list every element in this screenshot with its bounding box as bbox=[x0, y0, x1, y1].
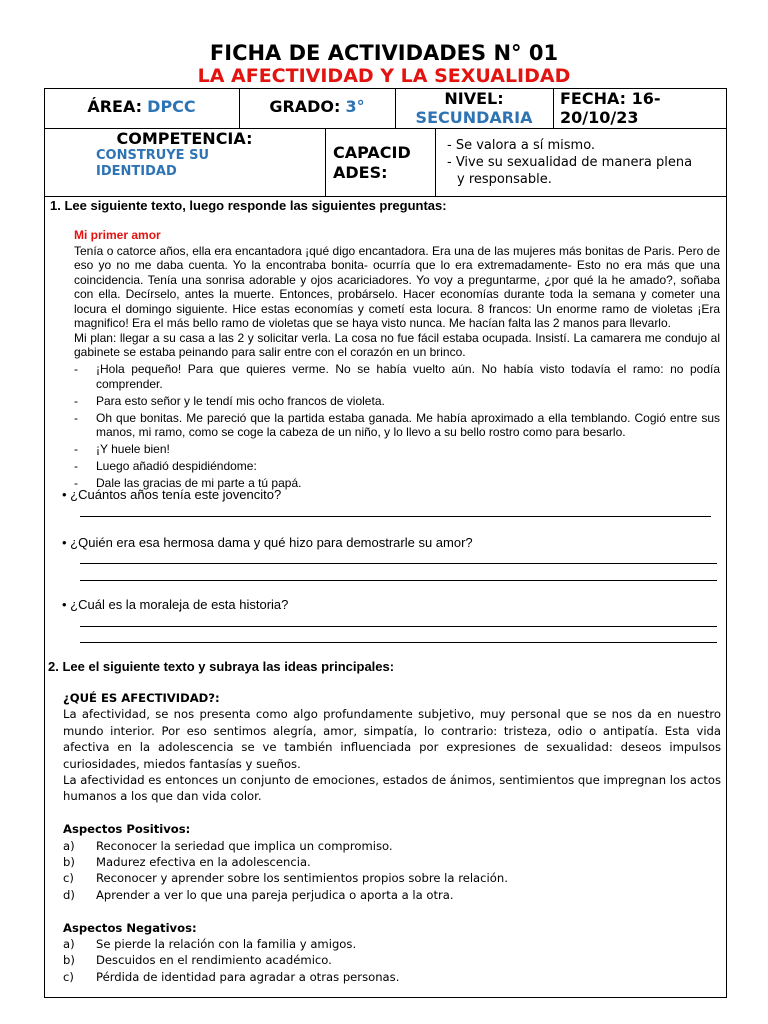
capacidades-label: ADES: bbox=[333, 163, 388, 182]
grado-cell bbox=[239, 97, 395, 116]
table-divider bbox=[553, 88, 554, 128]
list-item: a) Se pierde la relación con la familia y amigos. bbox=[63, 937, 357, 952]
story-text bbox=[74, 228, 720, 491]
dialogue-line: - Para esto señor y le tendí mis ocho francos de violeta. bbox=[74, 393, 385, 408]
grado-label: GRADO: bbox=[269, 97, 341, 116]
nivel-cell bbox=[395, 89, 553, 127]
dialogue-line: - Luego añadió despidiéndome: bbox=[74, 459, 257, 473]
fecha-cell bbox=[560, 89, 725, 127]
section2-heading: 2. Lee el siguiente texto y subraya las ideas principales: bbox=[48, 659, 395, 674]
table-divider bbox=[44, 196, 727, 197]
competencia-value: IDENTIDAD bbox=[96, 164, 177, 179]
table-divider bbox=[435, 128, 436, 196]
document-title: FICHA DE ACTIVIDADES N° 01 bbox=[209, 41, 559, 65]
grado-value: 3° bbox=[345, 97, 365, 116]
nivel-value: SECUNDARIA bbox=[415, 108, 533, 127]
list-item: b) Descuidos en el rendimiento académico. bbox=[63, 953, 332, 968]
fecha-value: 20/10/23 bbox=[560, 108, 639, 127]
list-item: d) Aprender a ver lo que una pareja perjudica o aporta a la otra. bbox=[63, 887, 454, 902]
capacidad-item: - Vive su sexualidad de manera plena bbox=[447, 155, 693, 170]
capacidad-item: y responsable. bbox=[457, 172, 552, 187]
competencia-label: COMPETENCIA: bbox=[116, 129, 253, 148]
list-item: c) Reconocer y aprender sobre los sentimientos propios sobre la relación. bbox=[63, 871, 508, 886]
section2-paragraph: La afectividad es entonces un conjunto de emociones, estados de ánimos, sentimientos que impregnan los actos humanos a los que dan vida color. bbox=[63, 773, 721, 804]
answer-line[interactable] bbox=[80, 626, 717, 627]
answer-line[interactable] bbox=[80, 642, 717, 643]
answer-line[interactable] bbox=[80, 516, 711, 517]
area-cell bbox=[44, 97, 239, 116]
section2-body bbox=[63, 690, 721, 985]
table-divider bbox=[325, 128, 326, 196]
question-item: • ¿Cuál es la moraleja de esta historia? bbox=[62, 597, 289, 612]
story-paragraph: Mi plan: llegar a su casa a las 2 y solicitar verla. La cosa no fue fácil estaba ocupada. Insistí. La camarera me condujo al gabinete se estaba peinando para salir entre con el corazón en un brinco. bbox=[74, 330, 720, 359]
competencia-value: CONSTRUYE SU bbox=[96, 148, 210, 163]
section2-subheading: ¿QUÉ ES AFECTIVIDAD?: bbox=[63, 691, 220, 705]
capacidades-label: CAPACID bbox=[333, 143, 411, 162]
area-value: DPCC bbox=[147, 97, 196, 116]
section2-paragraph: La afectividad, se nos presenta como algo profundamente subjetivo, muy personal que se nos da en nuestro mundo interior. Por eso sentimos alegría, amor, simpatía, lo contrario: tristeza, odio o antipatía. Esta vida afectiva en la adolescencia se ve también influenciada por expresiones de sexualidad: deseos impulsos curiosidades, miedos fantasías y sueños. bbox=[63, 707, 721, 771]
story-title: Mi primer amor bbox=[74, 228, 161, 242]
fecha-label: FECHA: 16- bbox=[560, 89, 661, 108]
question-item: • ¿Quién era esa hermosa dama y qué hizo para demostrarle su amor? bbox=[62, 535, 473, 550]
answer-line[interactable] bbox=[80, 580, 717, 581]
negativos-title: Aspectos Negativos: bbox=[63, 920, 197, 935]
competencia-cell bbox=[44, 129, 325, 180]
dialogue-line: - ¡Y huele bien! bbox=[74, 442, 170, 456]
dialogue-line: - Oh que bonitas. Me pareció que la partida estaba ganada. Me había aproximado a ella temblando. Cogió entre sus manos, mi ramo, como se coge la cabeza de un niño, y lo llevo a su bello rostro como para besarlo. bbox=[74, 410, 720, 439]
capacidades-cell bbox=[333, 143, 433, 183]
document-subtitle: LA AFECTIVIDAD Y LA SEXUALIDAD bbox=[197, 65, 571, 87]
positivos-title: Aspectos Positivos: bbox=[63, 822, 191, 837]
list-item: a) Reconocer la seriedad que implica un compromiso. bbox=[63, 838, 393, 853]
capacidades-list bbox=[447, 137, 723, 188]
section1-heading: 1. Lee siguiente texto, luego responde las siguientes preguntas: bbox=[50, 198, 447, 213]
question-item: • ¿Cuántos años tenía este jovencito? bbox=[62, 487, 282, 502]
capacidad-item: - Se valora a sí mismo. bbox=[447, 138, 596, 153]
area-label: ÁREA: bbox=[87, 97, 143, 116]
dialogue-line: - ¡Hola pequeño! Para que quieres verme. No se había vuelto aún. No había visto todavía el ramo: no podía comprender. bbox=[74, 362, 720, 391]
dialogue-line: - Dale las gracias de mi parte a tú papá. bbox=[74, 476, 302, 490]
nivel-label: NIVEL: bbox=[444, 89, 504, 108]
list-item: b) Madurez efectiva en la adolescencia. bbox=[63, 855, 311, 870]
story-paragraph: Tenía o catorce años, ella era encantadora ¡qué digo encantadora. Era una de las mujeres más bonitas de Paris. Pero de eso yo no me daba cuenta. Yo la encontraba bonita- ocurría que lo era extremadamente- Esto no era más que una coincidencia. Tenía una sonrisa adorable y ojos acariciadores. Yo voy a preguntarme, ¿por qué la he amado?, soñaba con ella. Decírselo, antes la muerte. Entonces, probárselo. Hacer economías durante toda la semana y cometer una locura el domingo siguiente. Hice estas economías y cometí esta locura. 8 francos: Un enorme ramo de violetas ¡Era magnifico! Era el más bello ramo de violetas que se haya visto nunca. Me hacían falta las 2 manos para llevarlo. bbox=[74, 243, 720, 330]
list-item: c) Pérdida de identidad para agradar a otras personas. bbox=[63, 969, 400, 984]
answer-line[interactable] bbox=[80, 563, 717, 564]
